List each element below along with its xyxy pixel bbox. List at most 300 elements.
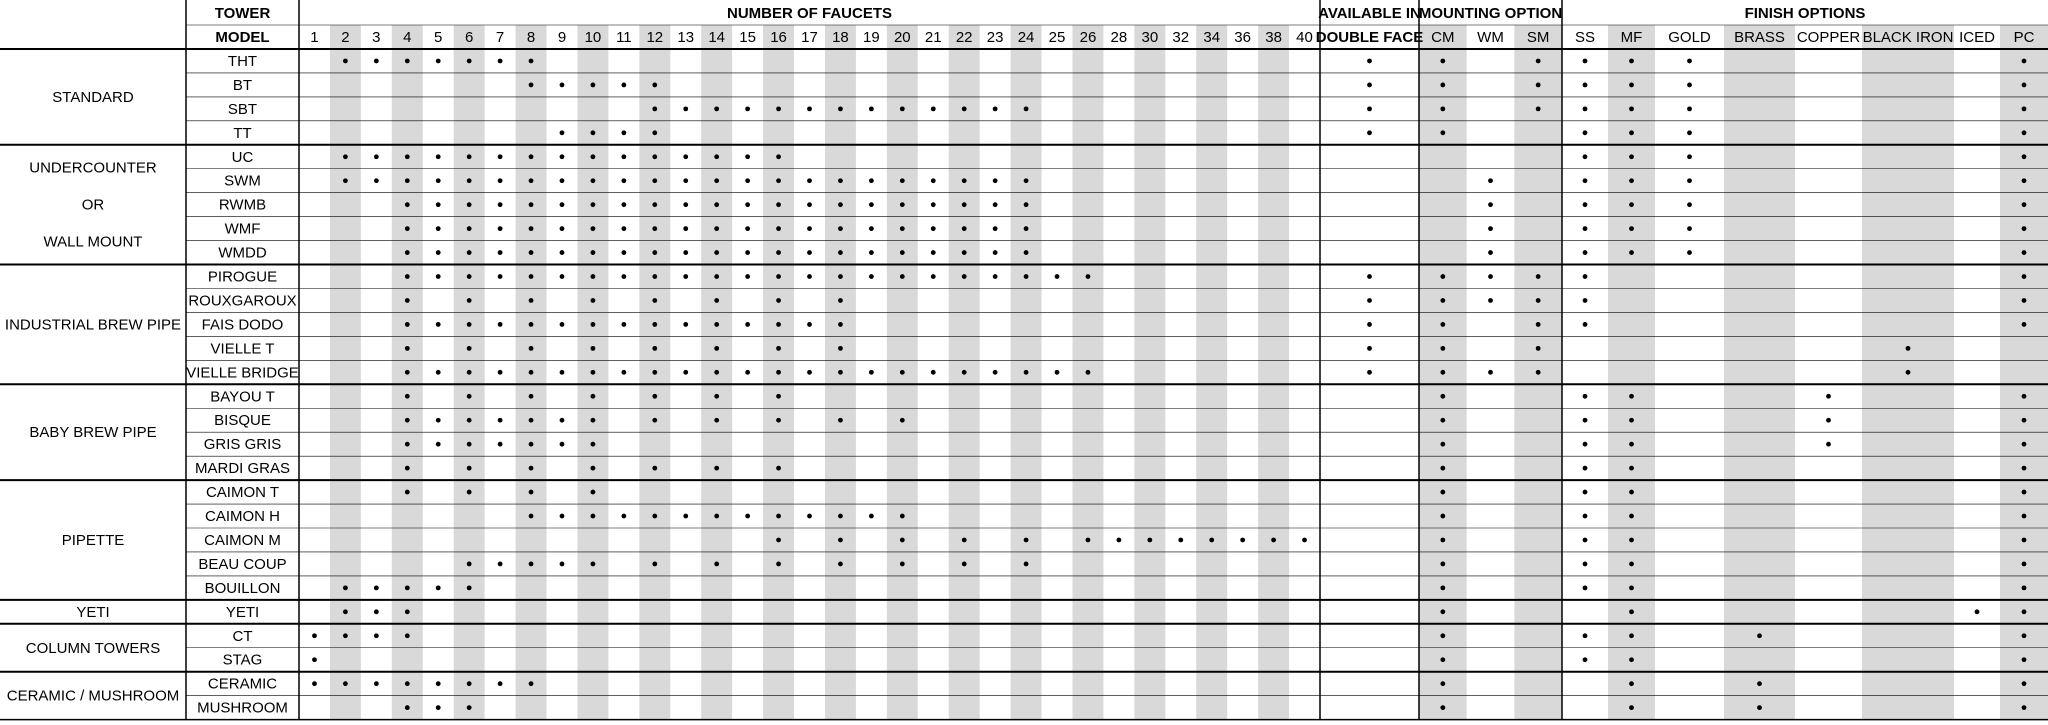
double-face-dot [1367,130,1372,135]
mounting-option-dot [1440,59,1445,64]
finish-option-dot [1583,418,1588,423]
mounting-option-dot [1440,657,1445,662]
finish-option-dot [1583,322,1588,327]
faucet-count-label: 10 [584,29,602,46]
finish-option-dot [1757,705,1762,710]
finish-option-dot [1629,226,1634,231]
group-label: STANDARD [52,88,134,106]
group-label: BABY BREW PIPE [29,424,157,442]
faucet-availability-dot [467,226,472,231]
faucet-availability-dot [1178,538,1183,543]
faucet-availability-dot [745,106,750,111]
faucet-availability-dot [714,562,719,567]
faucet-availability-dot [343,585,348,590]
faucet-availability-dot [529,250,534,255]
finish-option-dot [1906,370,1911,375]
finish-option-dot [2022,226,2027,231]
group-label: INDUSTRIAL BREW PIPE [4,316,182,334]
faucet-availability-dot [529,274,534,279]
faucet-availability-dot [436,178,441,183]
faucet-availability-dot [621,130,626,135]
finish-option-dot [1687,59,1692,64]
faucet-availability-dot [467,202,472,207]
faucet-availability-dot [776,538,781,543]
finish-option-dot [1629,657,1634,662]
finish-option-dot [1975,609,1980,614]
finish-option-dot [1583,442,1588,447]
faucet-availability-dot [683,370,688,375]
mounting-option-dot [1440,633,1445,638]
faucet-count-label: 36 [1234,29,1251,46]
mounting-option-dot [1440,83,1445,88]
faucet-availability-dot [993,106,998,111]
faucet-availability-dot [838,562,843,567]
faucet-availability-dot [714,106,719,111]
group-label: PIPETTE [61,531,125,549]
faucet-column-shade [1196,25,1227,720]
faucet-availability-dot [714,466,719,471]
faucet-availability-dot [807,322,812,327]
faucet-availability-dot [714,394,719,399]
faucet-availability-dot [374,59,379,64]
group-label: YETI [76,603,110,621]
faucet-count-label: 14 [708,29,726,46]
finish-option-label: MF [1620,29,1643,46]
faucet-availability-dot [560,322,565,327]
faucet-availability-dot [591,83,596,88]
faucet-availability-dot [529,154,534,159]
faucet-availability-dot [467,418,472,423]
faucet-availability-dot [683,106,688,111]
faucet-availability-dot [343,178,348,183]
mounting-option-dot [1488,298,1493,303]
mounting-option-label: WM [1477,29,1504,46]
finish-option-dot [1583,538,1588,543]
faucet-availability-dot [467,394,472,399]
faucet-availability-dot [807,514,812,519]
mounting-option-dot [1440,106,1445,111]
faucet-availability-dot [714,202,719,207]
finish-option-dot [2022,202,2027,207]
faucet-availability-dot [374,633,379,638]
faucet-count-label: 4 [403,29,412,46]
faucet-availability-dot [838,274,843,279]
faucet-availability-dot [776,466,781,471]
faucet-availability-dot [467,274,472,279]
faucet-availability-dot [621,322,626,327]
finish-option-label: ICED [1959,29,1995,46]
finish-option-dot [2022,442,2027,447]
faucet-availability-dot [807,178,812,183]
faucet-availability-dot [1055,274,1060,279]
faucet-availability-dot [1024,562,1029,567]
model-name: SWM [224,172,261,190]
finish-option-dot [1583,585,1588,590]
faucet-availability-dot [900,418,905,423]
finish-option-label: BLACK IRON [1862,29,1954,46]
faucet-availability-dot [436,202,441,207]
finish-option-dot [2022,418,2027,423]
finish-option-dot [2022,633,2027,638]
faucet-availability-dot [807,226,812,231]
faucet-availability-dot [621,202,626,207]
faucet-count-label: 5 [434,29,443,46]
faucet-availability-dot [529,298,534,303]
faucet-availability-dot [869,250,874,255]
mounting-option-dot [1440,346,1445,351]
faucet-availability-dot [560,370,565,375]
faucet-availability-dot [591,322,596,327]
faucet-availability-dot [312,657,317,662]
faucet-availability-dot [374,585,379,590]
faucet-availability-dot [529,59,534,64]
faucet-availability-dot [591,562,596,567]
finish-option-dot [1583,83,1588,88]
mounting-option-dot [1440,298,1445,303]
faucet-availability-dot [560,418,565,423]
faucet-availability-dot [560,178,565,183]
faucet-availability-dot [1147,538,1152,543]
faucet-availability-dot [529,681,534,686]
faucet-availability-dot [405,705,410,710]
faucet-availability-dot [931,106,936,111]
faucet-availability-dot [962,178,967,183]
model-name: BEAU COUP [198,555,287,573]
faucet-availability-dot [436,442,441,447]
faucet-availability-dot [560,83,565,88]
faucet-availability-dot [374,178,379,183]
double-face-dot [1367,346,1372,351]
model-name: CAIMON M [204,531,281,549]
faucet-count-label: 21 [924,29,942,46]
double-face-header-top: AVAILABLE IN [1318,5,1421,22]
faucet-availability-dot [776,346,781,351]
finish-option-dot [1583,226,1588,231]
faucet-availability-dot [714,346,719,351]
faucet-availability-dot [962,202,967,207]
mounting-option-dot [1488,370,1493,375]
faucet-availability-dot [436,705,441,710]
faucet-availability-dot [529,562,534,567]
finish-option-dot [2022,538,2027,543]
faucet-count-label: 24 [1017,29,1035,46]
model-name: VIELLE BRIDGE [186,364,299,382]
faucet-availability-dot [374,154,379,159]
faucet-availability-dot [714,418,719,423]
faucet-availability-dot [343,59,348,64]
faucet-availability-dot [714,226,719,231]
faucet-availability-dot [343,609,348,614]
faucet-availability-dot [529,514,534,519]
faucet-availability-dot [776,178,781,183]
faucet-availability-dot [714,322,719,327]
faucet-count-label: 32 [1172,29,1190,46]
faucet-availability-dot [405,178,410,183]
faucet-availability-dot [374,681,379,686]
faucet-availability-dot [652,418,657,423]
faucet-availability-dot [498,322,503,327]
faucet-availability-dot [652,250,657,255]
faucet-availability-dot [467,466,472,471]
double-face-dot [1367,59,1372,64]
finish-option-dot [1687,130,1692,135]
faucet-availability-dot [621,83,626,88]
faucet-availability-dot [652,178,657,183]
faucet-availability-dot [343,633,348,638]
model-name: CERAMIC [207,675,278,693]
faucet-availability-dot [405,394,410,399]
finish-option-dot [2022,250,2027,255]
faucet-availability-dot [591,418,596,423]
faucet-availability-dot [838,298,843,303]
double-face-dot [1367,106,1372,111]
faucet-availability-dot [529,442,534,447]
faucet-availability-dot [498,250,503,255]
finish-option-dot [1687,106,1692,111]
faucet-availability-dot [745,322,750,327]
finish-option-dot [1629,130,1634,135]
faucet-availability-dot [807,106,812,111]
finish-option-dot [2022,490,2027,495]
mounting-option-dot [1488,250,1493,255]
faucet-availability-dot [1024,538,1029,543]
finish-option-dot [1583,106,1588,111]
group-label: OR [81,196,105,214]
faucet-availability-dot [1271,538,1276,543]
faucet-availability-dot [405,585,410,590]
faucet-availability-dot [405,442,410,447]
finish-option-dot [1583,202,1588,207]
faucet-availability-dot [776,514,781,519]
faucet-availability-dot [591,178,596,183]
finish-option-dot [2022,322,2027,327]
faucet-availability-dot [498,562,503,567]
faucet-availability-dot [405,202,410,207]
faucet-availability-dot [498,154,503,159]
faucet-column-shade [1258,25,1289,720]
faucet-availability-dot [498,442,503,447]
mounting-option-dot [1440,490,1445,495]
faucet-availability-dot [869,514,874,519]
faucet-availability-dot [591,202,596,207]
finish-option-dot [2022,298,2027,303]
group-label: CERAMIC / MUSHROOM [6,687,180,705]
faucet-count-label: 16 [770,29,787,46]
faucet-availability-dot [560,442,565,447]
mounting-option-dot [1440,130,1445,135]
mounting-option-dot [1440,322,1445,327]
faucet-availability-dot [467,490,472,495]
faucet-availability-dot [869,106,874,111]
faucet-availability-dot [931,226,936,231]
faucet-count-label: 17 [801,29,818,46]
finish-option-dot [1629,106,1634,111]
faucet-availability-dot [683,322,688,327]
double-face-header-bottom: DOUBLE FACE [1315,29,1424,46]
faucet-availability-dot [560,202,565,207]
faucet-availability-dot [467,298,472,303]
mounting-option-dot [1536,274,1541,279]
faucet-availability-dot [405,298,410,303]
model-name: CAIMON H [205,508,280,526]
tower-header-top: TOWER [214,5,271,22]
finish-option-dot [2022,585,2027,590]
faucet-count-label: 18 [832,29,849,46]
faucet-availability-dot [560,274,565,279]
faucet-availability-dot [436,274,441,279]
faucet-availability-dot [529,322,534,327]
faucet-availability-dot [405,609,410,614]
mounting-option-dot [1440,681,1445,686]
model-name: THT [227,52,258,70]
faucet-availability-dot [652,514,657,519]
faucet-availability-dot [962,274,967,279]
faucet-availability-dot [931,178,936,183]
faucet-count-label: 7 [495,29,505,46]
mounting-option-dot [1536,106,1541,111]
faucet-availability-dot [776,562,781,567]
model-name: PIROGUE [207,268,278,286]
finish-option-dot [1629,681,1634,686]
faucet-availability-dot [931,274,936,279]
faucet-availability-dot [621,250,626,255]
faucet-availability-dot [467,178,472,183]
faucet-availability-dot [529,202,534,207]
mounting-option-dot [1536,346,1541,351]
faucet-availability-dot [591,226,596,231]
faucet-availability-dot [900,106,905,111]
mounting-option-dot [1488,226,1493,231]
faucet-availability-dot [467,585,472,590]
faucet-availability-dot [652,154,657,159]
faucet-availability-dot [962,538,967,543]
mounting-option-dot [1536,298,1541,303]
finish-option-dot [2022,705,2027,710]
faucet-availability-dot [838,370,843,375]
mounting-option-dot [1440,609,1445,614]
faucet-availability-dot [343,154,348,159]
faucet-availability-dot [869,178,874,183]
faucet-availability-dot [312,633,317,638]
faucet-count-label: 20 [893,29,911,46]
faucet-availability-dot [714,178,719,183]
model-name: ROUXGAROUX [188,292,297,310]
faucet-count-label: 23 [986,29,1004,46]
faucet-availability-dot [529,466,534,471]
finish-option-dot [1583,633,1588,638]
faucet-count-label: 2 [341,29,350,46]
faucet-availability-dot [467,346,472,351]
faucet-availability-dot [714,154,719,159]
faucet-availability-dot [838,250,843,255]
finish-option-dot [1687,250,1692,255]
mounting-option-dot [1536,322,1541,327]
faucet-availability-dot [591,490,596,495]
faucet-availability-dot [591,298,596,303]
finish-option-dot [1583,466,1588,471]
faucet-availability-dot [405,250,410,255]
faucet-availability-dot [436,418,441,423]
mounting-option-dot [1440,585,1445,590]
finish-option-dot [2022,681,2027,686]
faucet-availability-dot [962,226,967,231]
faucet-availability-dot [931,250,936,255]
faucet-availability-dot [993,178,998,183]
finish-option-dot [2022,657,2027,662]
faucet-availability-dot [560,514,565,519]
mounting-option-dot [1440,538,1445,543]
faucet-availability-dot [343,681,348,686]
finish-option-dot [1583,59,1588,64]
faucet-count-label: 19 [863,29,880,46]
model-name: RWMB [218,196,267,214]
finish-option-dot [1583,394,1588,399]
finish-option-dot [2022,83,2027,88]
faucet-availability-dot [405,418,410,423]
faucet-count-label: 8 [526,29,536,46]
faucet-availability-dot [591,274,596,279]
faucet-availability-dot [838,514,843,519]
faucet-availability-dot [560,250,565,255]
finish-option-dot [2022,106,2027,111]
faucet-availability-dot [498,681,503,686]
faucet-availability-dot [776,154,781,159]
faucet-availability-dot [745,274,750,279]
faucet-availability-dot [962,562,967,567]
faucet-availability-dot [776,298,781,303]
faucet-availability-dot [962,106,967,111]
faucet-availability-dot [405,59,410,64]
mounting-option-dot [1488,178,1493,183]
faucet-availability-dot [993,202,998,207]
faucet-availability-dot [560,154,565,159]
finish-option-dot [1583,562,1588,567]
faucet-availability-dot [869,370,874,375]
model-name: WMDD [218,244,267,262]
faucet-availability-dot [652,202,657,207]
mounting-option-dot [1488,202,1493,207]
faucet-availability-dot [683,226,688,231]
finish-option-dot [1826,442,1831,447]
faucet-availability-dot [807,370,812,375]
faucets-header: NUMBER OF FAUCETS [727,5,892,22]
faucet-availability-dot [652,394,657,399]
finish-option-dot [1629,59,1634,64]
faucet-availability-dot [776,274,781,279]
faucet-availability-dot [529,418,534,423]
faucet-availability-dot [405,154,410,159]
finish-option-dot [1687,226,1692,231]
finish-option-label: COPPER [1796,29,1861,46]
faucet-availability-dot [993,370,998,375]
faucet-availability-dot [467,154,472,159]
finish-option-dot [1629,633,1634,638]
faucet-availability-dot [405,346,410,351]
faucet-availability-dot [683,178,688,183]
model-name: MUSHROOM [197,699,288,717]
faucet-availability-dot [993,226,998,231]
finish-option-dot [1757,633,1762,638]
mounting-option-dot [1488,274,1493,279]
faucet-availability-dot [621,514,626,519]
finish-option-dot [1583,657,1588,662]
model-name: UC [231,148,254,166]
faucet-availability-dot [621,274,626,279]
faucet-availability-dot [436,250,441,255]
faucet-availability-dot [436,59,441,64]
faucet-count-label: 28 [1110,29,1128,46]
faucet-availability-dot [1024,250,1029,255]
